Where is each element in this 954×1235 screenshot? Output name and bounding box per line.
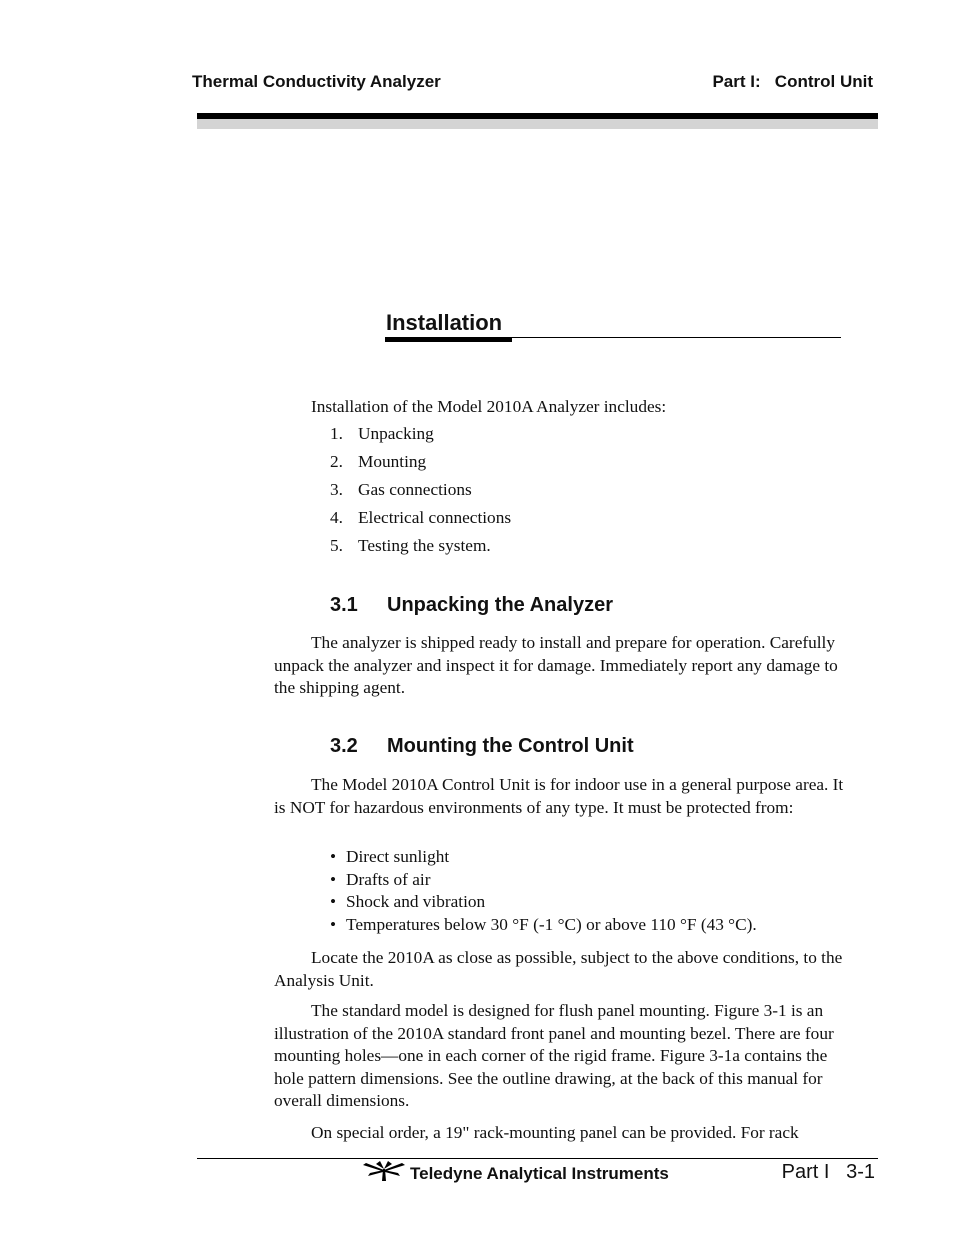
section-title: Unpacking the Analyzer	[387, 594, 613, 616]
list-item-number: 5.	[330, 536, 343, 555]
intro-paragraph: Installation of the Model 2010A Analyzer includes:	[311, 397, 667, 416]
installation-steps-list	[330, 423, 511, 563]
list-item-text: Electrical connections	[358, 508, 512, 527]
list-item-text: Unpacking	[358, 424, 434, 443]
list-item	[330, 423, 511, 451]
list-item	[330, 451, 511, 479]
list-item-text: Direct sunlight	[346, 847, 450, 866]
chapter-title-underline-thick	[385, 337, 512, 342]
list-item-text: Gas connections	[358, 480, 472, 499]
list-item	[330, 891, 757, 914]
list-item-text: Testing the system.	[358, 536, 491, 555]
section-3-2-paragraph-2: Locate the 2010A as close as possible, subject to the above conditions, to the Analysis Unit.	[274, 948, 843, 990]
list-item	[330, 846, 757, 869]
list-item	[330, 869, 757, 892]
list-item	[330, 507, 511, 535]
section-3-2-paragraph-3: The standard model is designed for flush panel mounting. Figure 3-1 is an illustration of the 2010A standard front panel and mounting bezel. There are four mounting holes—one in each corner of the rigid frame. Figure 3-1a contains the hole pattern dimensions. See the outline drawing, at the back of this manual for overall dimensions.	[274, 1001, 834, 1110]
section-title: Mounting the Control Unit	[387, 735, 634, 757]
footer-rule	[197, 1158, 878, 1159]
bullet-icon: •	[330, 869, 337, 889]
list-item-text: Mounting	[358, 452, 427, 471]
list-item-text: Drafts of air	[346, 869, 431, 889]
footer-page-number: Part I 3-1	[781, 1161, 875, 1183]
list-item-number: 3.	[330, 480, 343, 499]
running-header-part: Part I: Control Unit	[712, 72, 873, 91]
bullet-icon: •	[330, 892, 337, 911]
running-header-title: Thermal Conductivity Analyzer	[192, 72, 441, 91]
chapter-title-underline-thin	[512, 337, 841, 338]
section-heading-3-2	[330, 735, 634, 758]
header-rule-grey	[197, 119, 878, 129]
bullet-icon: •	[330, 847, 337, 866]
list-item-number: 4.	[330, 508, 343, 527]
section-3-2-paragraph-1: The Model 2010A Control Unit is for indoor use in a general purpose area. It is NOT for hazardous environments of any type. It must be protected from:	[274, 775, 844, 817]
footer-company: Teledyne Analytical Instruments	[410, 1164, 669, 1183]
list-item-text: Shock and vibration	[346, 892, 486, 911]
list-item	[330, 479, 511, 507]
section-3-1-paragraph: The analyzer is shipped ready to install and prepare for operation. Carefully unpack the analyzer and inspect it for damage. Immediately report any damage to the shipping agent.	[274, 633, 838, 697]
list-item-number: 2.	[330, 452, 343, 471]
list-item	[330, 914, 757, 937]
list-item-number: 1.	[330, 424, 343, 443]
section-3-2-paragraph-4: On special order, a 19" rack-mounting panel can be provided. For rack	[311, 1123, 799, 1142]
chapter-title: Installation	[386, 310, 503, 335]
list-item-text: Temperatures below 30 °F (-1 °C) or above 110 °F (43 °C).	[346, 914, 757, 934]
teledyne-logo-icon	[360, 1160, 408, 1182]
list-item	[330, 535, 511, 563]
section-heading-3-1	[330, 594, 613, 617]
section-number: 3.1	[330, 594, 358, 616]
bullet-icon: •	[330, 914, 337, 934]
protection-bullet-list	[330, 846, 757, 936]
section-number: 3.2	[330, 735, 358, 757]
